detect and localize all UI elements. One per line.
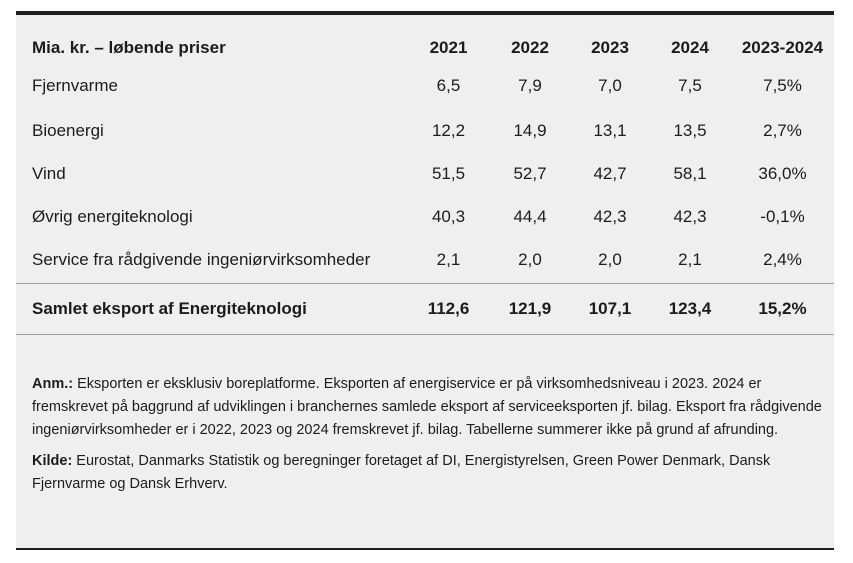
row-label: Bioenergi	[32, 120, 104, 140]
cell-2023: 2,0	[598, 250, 622, 270]
header-change: 2023-2024	[741, 37, 824, 57]
row-label: Fjernvarme	[32, 76, 118, 95]
cell-2023: 7,0	[598, 76, 622, 95]
total-2023: 107,1	[571, 283, 649, 334]
header-2022: 2022	[511, 37, 549, 57]
header-row	[16, 32, 834, 63]
table-row	[16, 195, 834, 238]
cell-2022: 44,4	[513, 206, 547, 226]
note-anm	[32, 373, 832, 442]
header-unit: Mia. kr. – løbende priser	[32, 37, 226, 57]
cell-2021: 6,5	[436, 76, 461, 95]
cell-2021: 40,3	[431, 206, 466, 226]
header-2024: 2024	[671, 37, 709, 57]
note-anm-text: Eksporten er eksklusiv boreplatforme. Eksporten af energiservice er på virksomhedsniveau i 2023. 2024 er fremskrevet på baggrund af udviklingen i branchernes samlede eksport af serviceeksporten jf. bilag. Eksport fra rådgivende ingeniørvirksomheder er i 2022, 2023 og 2024 fremskrevet jf. bilag. Tabellerne summerer ikke på grund af afrunding.	[32, 376, 822, 438]
note-anm-label: Anm.:	[32, 376, 74, 392]
cell-change: 2,4%	[763, 250, 802, 270]
cell-2022: 2,0	[518, 250, 542, 270]
cell-2021: 12,2	[431, 120, 466, 140]
cell-change: 7,5%	[763, 76, 802, 95]
cell-2024: 58,1	[673, 163, 707, 183]
note-kilde-text: Eurostat, Danmarks Statistik og beregninger foretaget af DI, Energistyrelsen, Green Power Denmark, Dansk Fjernvarme og Dansk Erhverv.	[32, 453, 771, 492]
total-2022: 121,9	[489, 283, 571, 334]
total-label: Samlet eksport af Energiteknologi	[16, 283, 408, 334]
cell-2022: 14,9	[513, 120, 547, 140]
header-2023: 2023	[591, 37, 629, 57]
row-label: Service fra rådgivende ingeniørvirksomheder	[32, 250, 371, 270]
cell-change: -0,1%	[760, 206, 805, 226]
total-2021: 112,6	[408, 283, 489, 334]
table-panel	[16, 11, 834, 550]
cell-2022: 52,7	[513, 163, 547, 183]
total-2024: 123,4	[649, 283, 731, 334]
cell-2022: 7,9	[518, 76, 542, 95]
cell-2021: 51,5	[431, 163, 466, 183]
row-label: Vind	[32, 163, 66, 183]
note-kilde-label: Kilde:	[32, 453, 73, 469]
export-table	[16, 32, 834, 335]
note-kilde	[32, 450, 832, 496]
cell-2024: 7,5	[678, 76, 702, 95]
row-label: Øvrig energiteknologi	[32, 206, 193, 226]
table-row	[16, 109, 834, 152]
cell-2023: 13,1	[593, 120, 627, 140]
total-row	[16, 283, 834, 334]
table-row	[16, 63, 834, 109]
cell-2024: 42,3	[673, 206, 707, 226]
table-row	[16, 152, 834, 195]
cell-2023: 42,7	[593, 163, 627, 183]
cell-2024: 2,1	[678, 250, 702, 270]
total-change: 15,2%	[731, 283, 834, 334]
header-2021: 2021	[429, 37, 468, 57]
cell-2024: 13,5	[673, 120, 707, 140]
cell-change: 36,0%	[758, 163, 807, 183]
cell-change: 2,7%	[763, 120, 802, 140]
cell-2021: 2,1	[436, 250, 461, 270]
table-row	[16, 238, 834, 283]
table-notes	[32, 373, 832, 496]
cell-2023: 42,3	[593, 206, 627, 226]
